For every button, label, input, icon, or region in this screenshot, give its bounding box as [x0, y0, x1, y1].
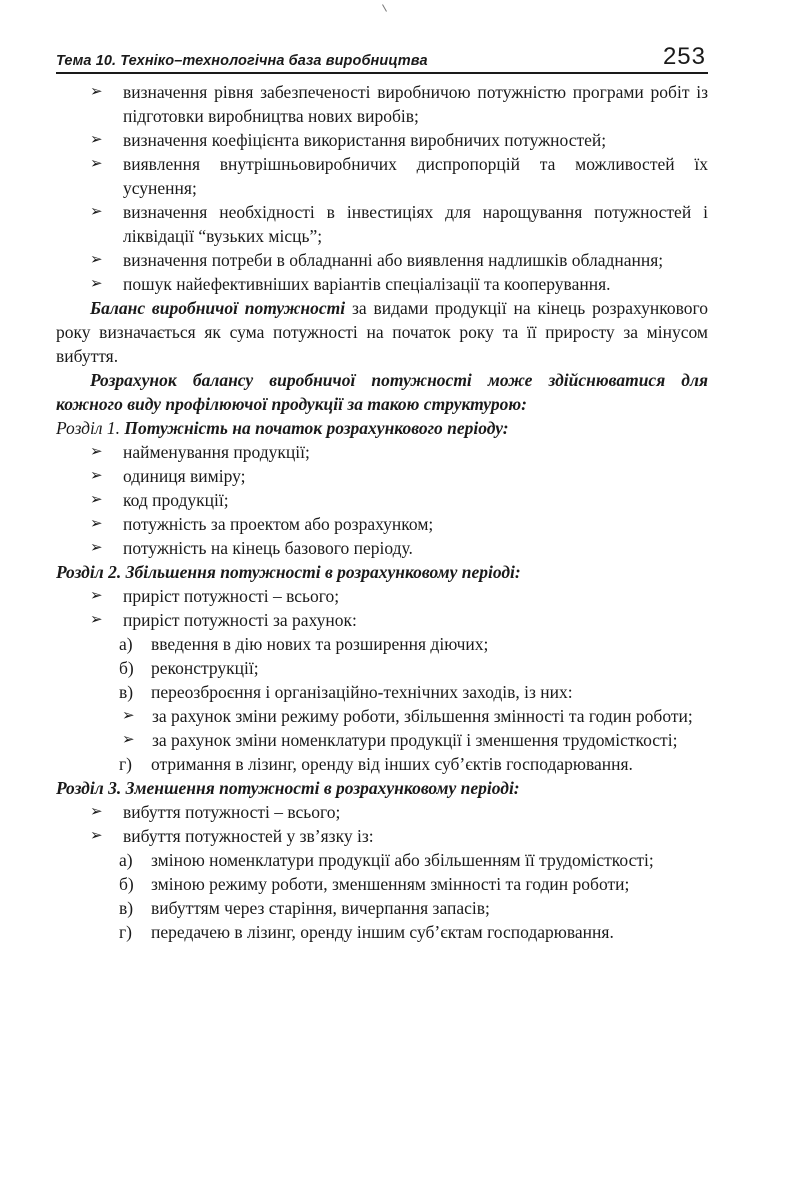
section-3-heading: Розділ 3. Зменшення потужності в розрахунковому періоді: [56, 778, 520, 798]
arrow-bullet-icon: ➢ [122, 708, 135, 724]
list-item: ➢ приріст потужності – всього; [90, 586, 340, 606]
arrow-bullet-icon: ➢ [90, 276, 103, 292]
item-letter: г) [119, 754, 133, 774]
arrow-bullet-icon: ➢ [90, 612, 103, 628]
balance-term: Баланс виробничої потужності [90, 298, 346, 318]
arrow-bullet-icon: ➢ [90, 204, 103, 220]
arrow-bullet-icon: ➢ [90, 132, 103, 148]
list-item: ➢ визначення потреби в обладнанні або виявлення надлишків обладнання; [90, 250, 664, 270]
lettered-item: г) отримання в лізинг, оренду від інших суб’єктів господарювання. [119, 754, 633, 774]
arrow-bullet-icon: ➢ [90, 588, 103, 604]
sub-list-item: ➢ за рахунок зміни режиму роботи, збільшення змінності та годин роботи; [122, 706, 693, 726]
page-number: 253 [662, 43, 706, 70]
list-item: ➢ вибуття потужності – всього; [90, 802, 341, 822]
calc-intro: Розрахунок балансу виробничої потужності може здійснюватися для кожного виду профілюючої продукції за такою структурою: [56, 370, 708, 414]
section-2-heading: Розділ 2. Збільшення потужності в розрахунковому періоді: [56, 562, 521, 582]
item-letter: б) [119, 658, 134, 678]
list-item: ➢ визначення коефіцієнта використання виробничих потужностей; [90, 130, 607, 150]
sub-list-item: ➢ за рахунок зміни номенклатури продукції і зменшення трудомісткості; [122, 730, 678, 750]
page-body [56, 80, 708, 944]
section-1-heading: Розділ 1. Потужність на початок розрахункового періоду: [56, 418, 509, 438]
item-letter: б) [119, 874, 134, 894]
lettered-item: б) реконструкції; [119, 658, 259, 678]
lettered-item: б) зміною режиму роботи, зменшенням змінності та годин роботи; [119, 874, 630, 894]
balance-paragraph: Баланс виробничої потужності за видами продукції на кінець розрахункового року визначається як сума потужності на початок року та її приросту за мінусом вибуття. [56, 298, 708, 366]
arrow-bullet-icon: ➢ [90, 492, 103, 508]
arrow-bullet-icon: ➢ [90, 444, 103, 460]
lettered-item: а) зміною номенклатури продукції або збільшенням її трудомісткості; [119, 850, 654, 870]
arrow-bullet-icon: ➢ [90, 156, 103, 172]
list-item: ➢ одиниця виміру; [90, 466, 246, 486]
lettered-item: а) введення в дію нових та розширення діючих; [119, 634, 489, 654]
list-item: ➢ найменування продукції; [90, 442, 310, 462]
lettered-item: в) переозброєння і організаційно-технічних заходів, із них: [119, 682, 573, 702]
list-item: ➢ потужність за проектом або розрахунком; [90, 514, 434, 534]
list-item: ➢ визначення необхідності в інвестиціях для нарощування потужностей і ліквідації “вузьких місць”; [90, 202, 708, 246]
arrow-bullet-icon: ➢ [90, 468, 103, 484]
item-letter: а) [119, 850, 133, 870]
arrow-bullet-icon: ➢ [90, 252, 103, 268]
running-header [56, 44, 708, 74]
scan-mark [382, 4, 387, 11]
list-item: ➢ вибуття потужностей у зв’язку із: [90, 826, 374, 846]
list-item: ➢ визначення рівня забезпеченості виробничою потужністю програми робіт із підготовки виробництва нових виробів; [90, 82, 708, 126]
list-item: ➢ виявлення внутрішньовиробничих диспропорцій та можливостей їх усунення; [90, 154, 708, 198]
arrow-bullet-icon: ➢ [90, 540, 103, 556]
item-letter: а) [119, 634, 133, 654]
lettered-item: г) передачею в лізинг, оренду іншим суб’єктам господарювання. [119, 922, 614, 942]
list-item: ➢ потужність на кінець базового періоду. [90, 538, 413, 558]
list-item: ➢ пошук найефективніших варіантів спеціалізації та кооперування. [90, 274, 611, 294]
item-letter: в) [119, 898, 134, 918]
arrow-bullet-icon: ➢ [90, 804, 103, 820]
chapter-title: Тема 10. Техніко–технологічна база виробництва [56, 53, 428, 69]
item-letter: г) [119, 922, 133, 942]
list-item: ➢ код продукції; [90, 490, 229, 510]
arrow-bullet-icon: ➢ [90, 516, 103, 532]
lettered-item: в) вибуттям через старіння, вичерпання запасів; [119, 898, 490, 918]
item-letter: в) [119, 682, 134, 702]
arrow-bullet-icon: ➢ [90, 828, 103, 844]
list-item: ➢ приріст потужності за рахунок: [90, 610, 357, 630]
arrow-bullet-icon: ➢ [122, 732, 135, 748]
arrow-bullet-icon: ➢ [90, 84, 103, 100]
